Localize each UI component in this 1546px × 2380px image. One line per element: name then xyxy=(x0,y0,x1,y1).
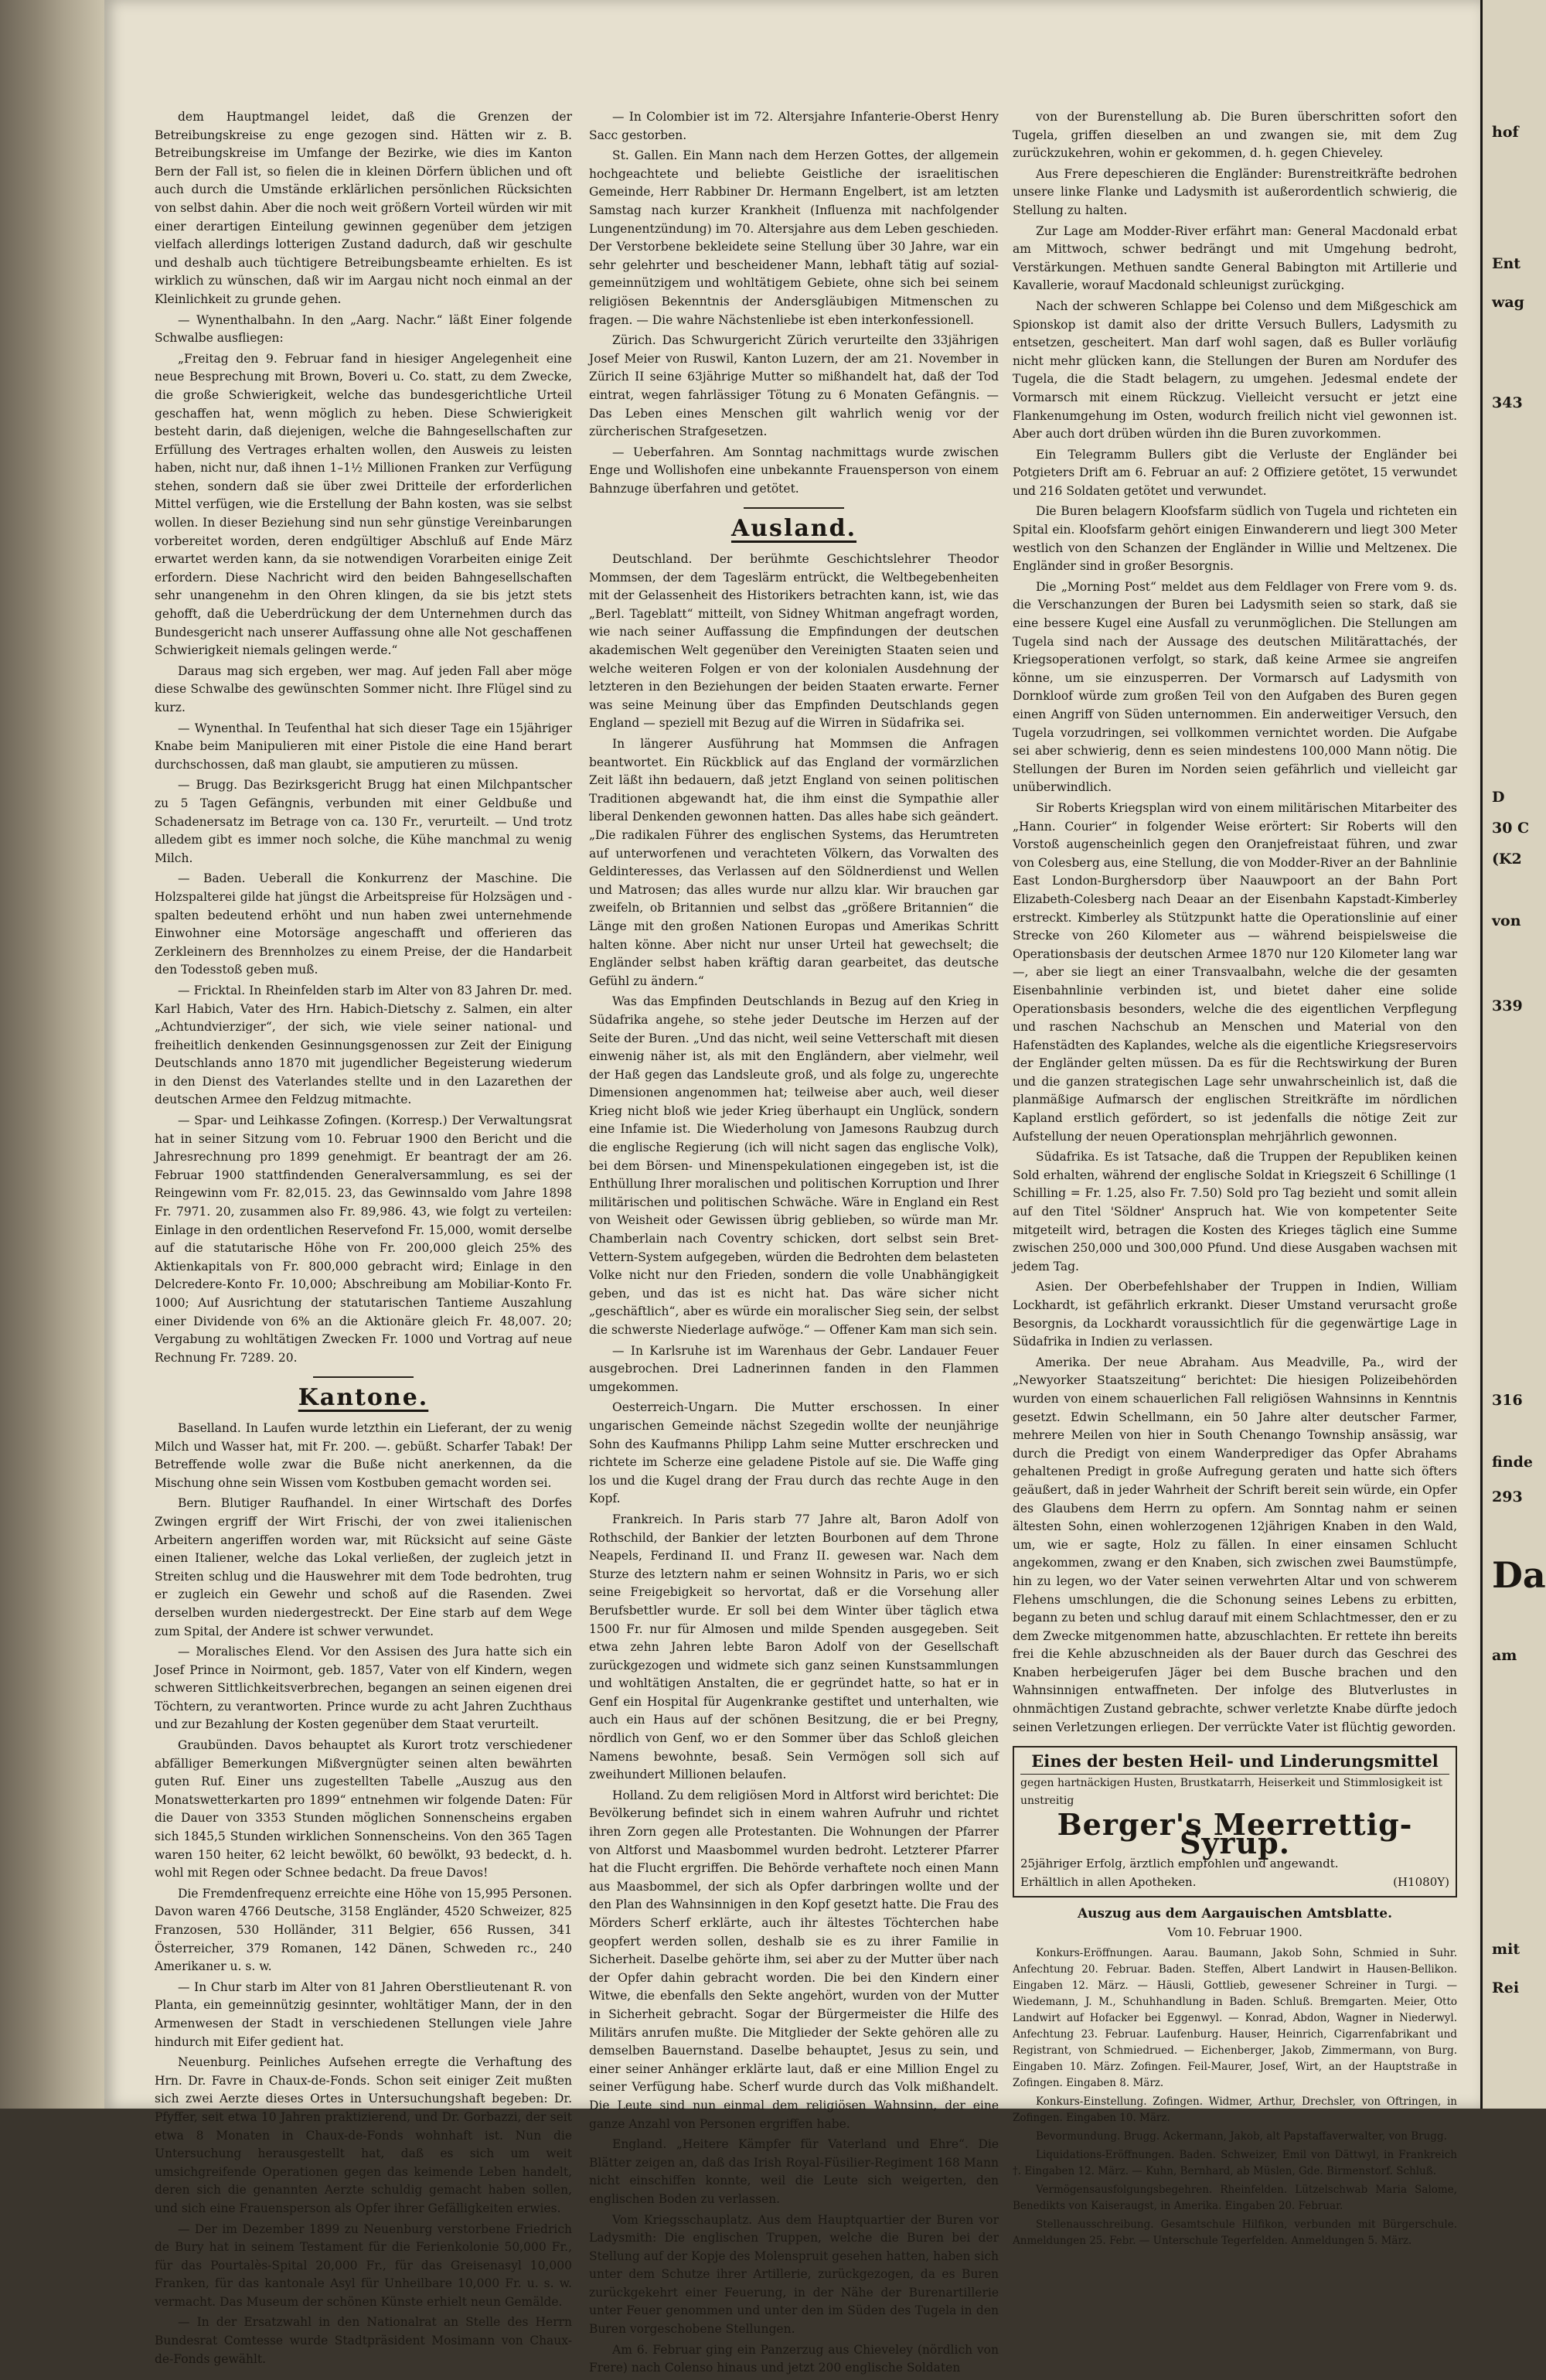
section-heading-ausland: Ausland. xyxy=(730,515,857,543)
article-paragraph: Aus Frere depeschieren die Engländer: Burenstreitkräfte bedrohen unsere linke Flanke und Ladysmith ist außerordentlich schwierig, die Stellung zu halten. xyxy=(1013,166,1457,217)
adjacent-page-fragment: D xyxy=(1492,789,1505,806)
article-paragraph: Nach der schweren Schlappe bei Colenso und dem Mißgeschick am Spionskop ist damit also der dritte Versuch Bullers, Ladysmith zu entsetzen, gescheitert. Man darf wohl sagen, daß es Buller vorläufig nicht mehr glücken kann, die Stellungen der Buren am Nordufer des Tugela, die die Stadt belagern, zu umgehen. Jedesmal endete der Vormarsch mit einem Rückzug. Vielleicht versucht er jetzt eine Flankenumgehung im Osten, wodurch freilich nicht viel gewonnen ist. Aber auch dort drüben würden ihn die Buren zuvorkommen. xyxy=(1013,298,1457,442)
section-heading-kantone: Kantone. xyxy=(298,1384,429,1412)
article-paragraph: — Spar- und Leihkasse Zofingen. (Korresp.) Der Verwaltungsrat hat in seiner Sitzung vom 10. Februar 1900 den Bericht und die Jahresrechnung pro 1899 genehmigt. Er beantragt der am 26. Februar 1900 stattfindenden Generalversammlung, es sei der Reingewinn vom Fr. 82,015. 23, das Gewinnsaldo vom Jahre 1898 Fr. 7971. 20, zusammen also Fr. 89,986. 43, wie folgt zu verteilen: Einlage in den ordentlichen Reservefond Fr. 15,000, womit derselbe auf die statutarische Höhe von Fr. 200,000 gleich 25% des Aktienkapitals von Fr. 800,000 gebracht wird; Einlage in den Delcredere-Konto Fr. 10,000; Abschreibung am Mobiliar-Konto Fr. 1000; Auf Ausrichtung der statutarischen Tantieme Auszahlung einer Dividende von 6% an die Aktionäre gleich Fr. 48,007. 20; Vergabung zu wohltätigen Zwecken Fr. 1000 und Vortrag auf neue Rechnung Fr. 7289. 20. xyxy=(155,1113,572,1365)
article-paragraph: Frankreich. In Paris starb 77 Jahre alt, Baron Adolf von Rothschild, der Bankier der letzten Bourbonen auf dem Throne Neapels, Ferdinand II. und Franz II. gewesen war. Nach dem Sturze des letztern nahm er seinen Wohnsitz in Paris, wo er sich seine Freigebigkeit so hervortat, daß er die Vorsehung aller Berufsbettler wurde. Er soll bei dem Winter über täglich etwa 1500 Fr. nur für Almosen und milde Spenden ausgegeben. Seit etwa zehn Jahren lebte Baron Adolf von der Gesellschaft zurückgezogen und widmete sich ganz seinen Kunstsammlungen und wohltätigen Anstalten, die er gegründet hatte, so hat er in Genf ein Hospital für Augenkranke gestiftet und unterhalten, wie auch ein Haus auf der schönen Besitzung, die er bei Pregny, nördlich von Genf, wo er den Sommer über das Schloß gleichen Namens bewohnte, besaß. Sein Vermögen soll sich auf zweihundert Millionen belaufen. xyxy=(589,1512,999,1782)
article-paragraph: Die Fremdenfrequenz erreichte eine Höhe von 15,995 Personen. Davon waren 4766 Deutsche, 3158 Engländer, 4520 Schweizer, 825 Franzosen, 530 Holländer, 311 Belgier, 656 Russen, 341 Österreicher, 379 Romanen, 142 Dänen, Schweden rc., 240 Amerikaner u. s. w. xyxy=(155,1886,572,1974)
column-left xyxy=(155,108,572,2371)
article-paragraph: Daraus mag sich ergeben, wer mag. Auf jeden Fall aber möge diese Schwalbe des gewünschten Sommer nicht. Ihre Flügel sind zu kurz. xyxy=(155,663,572,714)
article-paragraph: „Freitag den 9. Februar fand in hiesiger Angelegenheit eine neue Besprechung mit Brown, Boveri u. Co. statt, zu dem Zwecke, die große Schwierigkeit, welche das bundesgerichtliche Urteil geschaffen hat, wenn möglich zu heben. Diese Schwierigkeit besteht darin, daß diejenigen, welche die Bahngesellschaften zur Erfüllung des Vertrages erhalten wollen, den Ausweis zu leisten haben, nicht nur, daß ihnen 1–1½ Millionen Franken zur Verfügung stehen, sondern daß sie über zwei Dritteile der erforderlichen Mittel verfügen, wie die Erstellung der Bahn kosten, was sie selbst wollen. In dieser Beziehung sind nun sehr günstige Vereinbarungen vorbereitet worden, deren endgültiger Abschluß auf Ende März erwartet werden kann, da sie notwendigen Vorarbeiten einige Zeit erfordern. Diese Nachricht wird den beiden Bahngesellschaften sehr unangenehm in den Ohren klingen, da sie bis jetzt stets gehofft, daß die Ueberdrückung der dem Unternehmen durch das Bundesgericht nach unserer Auffassung ohne alle Not geschaffenen Schwierigkeit niemals gelingen werde.“ xyxy=(155,351,572,658)
book-page-edges xyxy=(0,0,104,2109)
adjacent-page-fragment: Ent xyxy=(1492,255,1521,272)
article-paragraph: Ein Telegramm Bullers gibt die Verluste der Engländer bei Potgieters Drift am 6. Februar an auf: 2 Offiziere getötet, 15 verwundet und 216 Soldaten getötet und verwundet. xyxy=(1013,447,1457,498)
ad-availability-text: Erhältlich in allen Apotheken. xyxy=(1020,1874,1197,1889)
article-paragraph: Oesterreich-Ungarn. Die Mutter erschossen. In einer ungarischen Gemeinde nächst Szegedin wollte der neunjährige Sohn des Kaufmanns Philipp Lahm seine Mutter erschrecken und richtete im Scherze eine geladene Pistole auf sie. Die Waffe ging los und die Kugel drang der Frau durch das rechte Auge in den Kopf. xyxy=(589,1400,999,1506)
article-paragraph: — In Karlsruhe ist im Warenhaus der Gebr. Landauer Feuer ausgebrochen. Drei Ladnerinnen fanden in den Flammen umgekommen. xyxy=(589,1343,999,1394)
ad-headline: Eines der besten Heil- und Linderungsmittel xyxy=(1020,1752,1449,1775)
article-paragraph: Zürich. Das Schwurgericht Zürich verurteilte den 33jährigen Josef Meier von Ruswil, Kanton Luzern, der am 21. November in Zürich II seine 63jährige Mutter so mißhandelt hat, daß der Tod eintrat, wegen fahrlässiger Tötung zu 6 Monaten Gefängnis. — Das Leben eines Menschen gilt wahrlich wenig vor der zürcherischen Strafgesetzen. xyxy=(589,333,999,439)
advertisement-box xyxy=(1013,1746,1457,1898)
article-paragraph: dem Hauptmangel leidet, daß die Grenzen der Betreibungskreise zu enge gezogen sind. Hätten wir z. B. Betreibungskreise im Umfange der Bezirke, wie dies im Kanton Bern der Fall ist, so fielen die in kleinen Dörfern üblichen und oft auch durch die Umstände erklärlichen persönlichen Rücksichten von selbst dahin. Aber die noch weit größern Vorteil würden wir mit einer derartigen Einteilung gewinnen gegenüber dem jetzigen vielfach allerdings lotterigen Zustand dadurch, daß wir geschulte und deshalb auch tüchtigere Betreibungsbeamte erhielten. Es ist wirklich zu wünschen, daß wir im Aargau nicht noch einmal an der Kleinlichkeit zu grunde gehen. xyxy=(155,110,572,306)
article-paragraph: — In Chur starb im Alter von 81 Jahren Oberstlieutenant R. von Planta, ein gemeinnützig gesinnter, wohltätiger Mann, der in den Armenwesen der Stadt in verschiedenen Stellungen viele Jahre hindurch mit Eifer gedient hat. xyxy=(155,1979,572,2049)
article-paragraph: Graubünden. Davos behauptet als Kurort trotz verschiedener abfälliger Bemerkungen Mißvergnügter seinen alten bewährten guten Ruf. Einer uns zugestellten Tabelle „Auszug aus den Monatswetterkarten pro 1899“ entnehmen wir folgende Daten: Für die Dauer von 3353 Stunden möglichen Sonnenscheins ergaben sich 1845,5 Stunden wirklichen Sonnenscheins. Von den 365 Tagen waren 150 heiter, 62 leicht bewölkt, 60 bewölkt, 93 bedeckt, d. h. wohl mit Regen oder Schnee bedacht. Da freue Davos! xyxy=(155,1738,572,1880)
gazette-paragraph: Konkurs-Eröffnungen. Aarau. Baumann, Jakob Sohn, Schmied in Suhr. Anfechtung 20. Februar. Baden. Steffen, Albert Landwirt in Hausen-Bellikon. Eingaben 12. März. — Häusli, Gottlieb, gewesener Schreiner in Turgi. — Wiedemann, J. M., Schuhhandlung in Baden. Schluß. Bremgarten. Meier, Otto Landwirt auf Hofacker bei Eggenwyl. — Konrad, Abdon, Wagner in Niederwyl. Anfechtung 23. Februar. Laufenburg. Hauser, Heinrich, Cigarrenfabrikant und Registrant, von Schmiedrued. — Eichenberger, Jakob, Zimmermann, von Burg. Eingaben 10. März. Zofingen. Feil-Maurer, Josef, Wirt, an der Hauptstraße in Zofingen. Eingaben 8. März. xyxy=(1013,1946,1457,2089)
article-paragraph: Südafrika. Es ist Tatsache, daß die Truppen der Republiken keinen Sold erhalten, während der englische Soldat in Kriegszeit 6 Schillinge (1 Schilling = Fr. 1.25, also Fr. 7.50) Sold pro Tag bezieht und somit allein auf den Titel 'Söldner' Anspruch hat. Wie von kompetenter Seite mitgeteilt wird, betragen die Kosten des Krieges täglich eine Summe zwischen 250,000 und 300,000 Pfund. Und diese Ausgaben wachsen mit jedem Tag. xyxy=(1013,1150,1457,1274)
section-divider xyxy=(744,507,844,509)
article-paragraph: Holland. Zu dem religiösen Mord in Altforst wird berichtet: Die Bevölkerung befindet sich in einem wahren Aufruhr und richtet ihren Zorn gegen alle Protestanten. Die Wohnungen der Pfarrer von Altforst und Maasbommel wurden bedroht. Letzterer Pfarrer hat die Flucht ergriffen. Die Behörde verhaftete noch einen Mann aus Maasbommel, der sich als Opfer darbringen wollte und der den Plan des Wahnsinnigen in den Kopf gesetzt hatte. Die Frau des Mörders Scherf erklärte, auch ihr ältestes Töchterchen habe geopfert werden sollen, deshalb sie es zu ihrer Familie in Sicherheit. Daselbe gehörte ihm, sei aber zu der Mutter über nach der Opfer dahin gebracht worden. Die bei den Kindern einer Witwe, die ebenfalls den Sekte angehört, wurden von der Mutter in Sicherheit gebracht. Sogar der Bürgermeister die Hilfe des Militärs anrufen mußte. Die Mitglieder der Sekte gehören alle zu demselben Bauernstand. Daselbe behauptet, Jesus zu sein, und einer seiner Anhänger erklärte laut, daß er eine Million Engel zu seiner Verfügung habe. Scherf wurde durch das Volk mißhandelt. Die Leute sind nun einmal dem religiösen Wahnsinn, der eine ganze Anzahl von Personen ergriffen habe. xyxy=(589,1788,999,2131)
article-paragraph: — In der Ersatzwahl in den Nationalrat an Stelle des Herrn Bundesrat Comtesse wurde Stadtpräsident Mosimann von Chaux-de-Fonds gewählt. xyxy=(155,2315,572,2366)
ad-subline: gegen hartnäckigen Husten, Brustkatarrh, Heiserkeit und Stimmlosigkeit ist unstreitig xyxy=(1020,1776,1442,1808)
article-paragraph: In längerer Ausführung hat Mommsen die Anfragen beantwortet. Ein Rückblick auf das England der vormärzlichen Zeit läßt ihn bedauern, daß jetzt England von seinen politischen Traditionen abgewandt hat, die ihm einst die Sympathie aller liberal Denkenden gewonnen hatten. Das alles habe sich geändert. „Die radikalen Führer des englischen Systems, das Herumtreten auf unterworfenen und verachteten Völkern, das Vorwalten des Geldinteresses, das Verlassen auf den Söldnerdienst und Wellen und Matrosen; das alles wurde nur allzu klar. Wir brauchen gar zweifeln, ob Britannien und selbst das „größere Britannien“ die Länge mit den großen Nationen Europas und Amerikas Schritt halten könne. Aber nicht nur unser Urteil hat gewechselt; die Engländer selbst haben kräftig daran gearbeitet, das deutsche Gefühl zu ändern.“ xyxy=(589,737,999,988)
gazette-paragraph: Liquidations-Eröffnungen. Baden. Schweizer, Emil von Dättwyl, in Frankreich †. Eingaben 12. März. — Kuhn, Bernhard, ab Müslen, Gde. Birmenstorf. Schluß. xyxy=(1013,2148,1457,2177)
gazette-date: Vom 10. Februar 1900. xyxy=(1167,1925,1303,1939)
article-paragraph: — Moralisches Elend. Vor den Assisen des Jura hatte sich ein Josef Prince in Noirmont, geb. 1857, Vater von elf Kindern, wegen schweren Sittlichkeitsverbrechen, begangen an seinen eigenen drei Töchtern, zu verantworten. Prince wurde zu acht Jahren Zuchthaus und zur Bezahlung der Kosten gegenüber dem Staat verurteilt. xyxy=(155,1645,572,1732)
column-right xyxy=(1013,108,1457,2252)
article-paragraph: — In Colombier ist im 72. Altersjahre Infanterie-Oberst Henry Sacc gestorben. xyxy=(589,110,999,142)
article-paragraph: Asien. Der Oberbefehlshaber der Truppen in Indien, William Lockhardt, ist gefährlich erkrankt. Dieser Umstand verursacht große Besorgnis, da Lockhardt voraussichtlich für die gegenwärtige Lage in Südafrika in Indien zu verlassen. xyxy=(1013,1280,1457,1349)
ad-claim: 25jähriger Erfolg, ärztlich empfohlen und angewandt. xyxy=(1020,1857,1339,1871)
gazette-paragraph: Konkurs-Einstellung. Zofingen. Widmer, Arthur, Drechsler, von Oftringen, in Zofingen. Eingaben 10. März. xyxy=(1013,2095,1457,2124)
adjacent-page-fragment: (K2 xyxy=(1492,851,1522,868)
adjacent-page-fragment: 316 xyxy=(1492,1392,1523,1409)
article-paragraph: Bern. Blutiger Raufhandel. In einer Wirtschaft des Dorfes Zwingen ergriff der Wirt Frischi, der von zwei italienischen Arbeitern angeriffen worden war, mit Rücksicht auf seine Gäste einen Italiener, welche das Lokal verließen, der zugleich jetzt in Streiten schlug und die Hauswehrer mit dem Tode bedrohten, trug er zugleich ein Gewehr und schoß auf die Rasenden. Zwei derselben wurden niedergestreckt. Der Eine starb auf dem Wege zum Spital, der Andere ist schwer verwundet. xyxy=(155,1496,572,1638)
ad-availability xyxy=(1020,1874,1449,1892)
article-paragraph: — Brugg. Das Bezirksgericht Brugg hat einen Milchpantscher zu 5 Tagen Gefängnis, verbunden mit einer Geldbuße und Schadenersatz im Betrage von ca. 130 Fr., verurteilt. — Und trotz alledem gibt es immer noch solche, die Kühe manchmal zu wenig Milch. xyxy=(155,778,572,865)
article-paragraph: Baselland. In Laufen wurde letzthin ein Lieferant, der zu wenig Milch und Wasser hat, mit Fr. 200. —. gebüßt. Scharfer Tabak! Der Betreffende wolle zwar die Buße nicht anerkennen, da die Mischung ohne sein Wissen vom Kostbuben gemacht worden sei. xyxy=(155,1420,572,1490)
ad-brand-name: Berger's Meerrettig-Syrup. xyxy=(1057,1807,1413,1860)
adjacent-page-fragment: Da xyxy=(1492,1554,1546,1596)
article-paragraph: — Fricktal. In Rheinfelden starb im Alter von 83 Jahren Dr. med. Karl Habich, Vater des Hrn. Habich-Dietschy z. Salmen, ein alter „Achtundvierziger“, der sich, wie viele seiner national- und freiheitlich denkenden Gesinnungsgenossen zur Zeit der Einigung Deutschlands anno 1870 mit jugendlicher Begeisterung wiederum in den Dienst des Vaterlandes stellte und in den Lazarethen der deutschen Armee den Feldzug mitmachte. xyxy=(155,983,572,1107)
section-divider xyxy=(313,1376,414,1378)
adjacent-page-fragment: hof xyxy=(1492,124,1519,141)
adjacent-page-fragment: Rei xyxy=(1492,1979,1520,1996)
adjacent-page-fragment: 293 xyxy=(1492,1488,1523,1505)
article-paragraph: — Der im Dezember 1899 zu Neuenburg verstorbene Friedrich de Bury hat in seinem Testament für die Ferienkolonie 50,000 Fr., für das Pourtalès-Spital 20,000 Fr., für das Greisenasyl 10,000 Franken, für das kantonale Asyl für Unheilbare 10,000 Fr. u. s. w. vermacht. Das Museum der schönen Künste erhielt neun Gemälde. xyxy=(155,2221,572,2309)
article-paragraph: Zur Lage am Modder-River erfährt man: General Macdonald erbat am Mittwoch, schwer bedrängt und mit Umgehung bedroht, Verstärkungen. Methuen sandte General Babington mit Artillerie und Kavallerie, worauf Macdonald schleunigst zurückging. xyxy=(1013,223,1457,293)
article-paragraph: — Wynenthal. In Teufenthal hat sich dieser Tage ein 15jähriger Knabe beim Manipulieren mit einer Pistole die eine Hand berart durchschossen, daß man glaubt, sie amputieren zu müssen. xyxy=(155,721,572,772)
article-paragraph: Neuenburg. Peinliches Aufsehen erregte die Verhaftung des Hrn. Dr. Favre in Chaux-de-Fonds. Schon seit einiger Zeit mußten sich zwei Aerzte dieses Ortes in Untersuchungshaft begeben: Dr. Pfyffer, seit etwa 10 Jahren praktizierend, und Dr. Gorbazzi, der seit etwa 8 Monaten in Chaux-de-Fonds wohnhaft ist. Nun die Untersuchung herausgestellt hat, daß es sich um weit umsichgreifende Operationen gegen das keimende Leben handelt, deren sich die genannten Aerzte schuldig gemacht haben sollen, und sich eine Frauensperson als Opfer ihrer Gefälligkeiten erwies. xyxy=(155,2055,572,2215)
adjacent-page-fragment: mit xyxy=(1492,1941,1520,1958)
article-paragraph: — Ueberfahren. Am Sonntag nachmittags wurde zwischen Enge und Wollishofen eine unbekannte Frauensperson von einem Bahnzuge überfahren und getötet. xyxy=(589,445,999,496)
adjacent-page-fragment: wag xyxy=(1492,294,1524,311)
adjacent-page-fragment: von xyxy=(1492,912,1521,929)
column-middle xyxy=(589,108,999,2380)
gazette-paragraph: Stellenausschreibung. Gesamtschule Hilfikon, verbunden mit Bürgerschule. Anmeldungen 25. Febr. — Unterschule Tegerfelden. Anmeldungen 5. März. xyxy=(1013,2218,1457,2247)
article-paragraph: — Wynenthalbahn. In den „Aarg. Nachr.“ läßt Einer folgende Schwalbe ausfliegen: xyxy=(155,312,572,346)
article-paragraph: Die Buren belagern Kloofsfarm südlich von Tugela und richteten ein Spital ein. Kloofsfarm gehört einigen Einwanderern und liegt 300 Meter westlich von den Schanzen der Engländer in Willie und Meltzenex. Die Engländer sind in großer Besorgnis. xyxy=(1013,504,1457,574)
article-paragraph: Am 6. Februar ging ein Panzerzug aus Chieveley (nördlich von Frere) nach Colenso hinaus und jetzt 200 englische Soldaten xyxy=(589,2342,999,2375)
ad-code: (H1080Y) xyxy=(1393,1874,1449,1889)
adjacent-page-fragment: 339 xyxy=(1492,997,1523,1014)
adjacent-page-fragment: 343 xyxy=(1492,394,1523,411)
adjacent-page-strip xyxy=(1480,0,1546,2109)
article-paragraph: Was das Empfinden Deutschlands in Bezug auf den Krieg in Südafrika angehe, so stehe jeder Deutsche im Herzen auf der Seite der Buren. „Und das nicht, weil seine Vetterschaft mit diesen einwenig näher ist, als mit den Engländern, aber vielmehr, weil der Haß gegen das Landsleute groß, und als folge zu, ungerechte Dimensionen angenommen hat; teilweise aber auch, weil dieser Krieg nicht bloß wie jeder Krieg überhaupt ein Unglück, sondern eine Infamie ist. Die Wiederholung von Jamesons Raubzug durch die englische Regierung (ich will nicht sagen das englische Volk), bei dem Börsen- und Minenspekulationen eingegeben ist, ist die Enthüllung Ihrer moralischen und politischen Korruption und Ihrer militärischen und politischen Schwäche. Wäre in England ein Rest von Weisheit oder Gewissen übrig geblieben, so würde man Mr. Chamberlain nach Coventry schicken, dort selbst sein Bret-Vettern-System aufgegeben, würden die Bedrohten dem belasteten Volke nicht nur den Frieden, sondern die volle Unabhängigkeit geben, und das ist es nicht hat. Das wäre sicher nicht „geschäftlich“, aber es würde ein moralischer Sieg sein, der selbst die schwerste Niederlage aufwöge.“ — Offener Kam man sich sein. xyxy=(589,994,999,1337)
article-paragraph: England. „Heitere Kämpfer für Vaterland und Ehre“. Die Blätter zeigen an, daß das Irish Royal-Füsilier-Regiment 168 Mann nicht einschiffen konnte, weil die Leute sich weigerten, den englischen Boden zu verlassen. xyxy=(589,2137,999,2206)
article-paragraph: Die „Morning Post“ meldet aus dem Feldlager von Frere vom 9. ds. die Verschanzungen der Buren bei Ladysmith seien so stark, daß sie eine bessere Kugel eine Ausfall zu verunmöglichen. Die Stellungen am Tugela sind nach der Aussage des deutschen Militärattachés, der Kriegsoperationen verfolgt, so stark, daß keine Armee sie angreifen könne, um sie einzusperren. Der Vormarsch auf Ladysmith von Dornkloof würde zum großen Teil von den Aufgaben des Buren gegen einen Angriff von Süden unternommen. Ein anderweitiger Versuch, den Tugela vorzudringen, sei vollkommen vernichtet worden. Die Aufgabe sei aber schwierig, denn es seien mindestens 100,000 Mann nötig. Die Stellungen der Buren im Norden seien gefährlich und vielleicht gar unüberwindlich. xyxy=(1013,579,1457,795)
official-gazette-extract xyxy=(1013,1905,1457,2249)
article-paragraph: — Baden. Ueberall die Konkurrenz der Maschine. Die Holzspalterei gilde hat jüngst die Arbeitspreise für Holzsägen und -spalten bedeutend erhöht und nun haben zwei unternehmende Einwohner eine Motorsäge angeschafft und offerieren das Zerkleinern des Brennholzes zu einem Preise, der die Handarbeit den Todesstoß geben muß. xyxy=(155,871,572,977)
adjacent-page-fragment: am xyxy=(1492,1647,1517,1664)
gazette-title: Auszug aus dem Aargauischen Amtsblatte. xyxy=(1077,1906,1393,1922)
adjacent-page-fragment: 30 C xyxy=(1492,820,1530,837)
gazette-paragraph: Bevormundung. Brugg. Ackermann, Jakob, alt Papstaffaverwalter, von Brugg. xyxy=(1036,2129,1447,2143)
article-paragraph: von der Burenstellung ab. Die Buren überschritten sofort den Tugela, griffen dieselben an und zwangen sie, mit dem Zug zurückzukehren, wohin er gekommen, d. h. gegen Chieveley. xyxy=(1013,110,1457,161)
article-paragraph: Amerika. Der neue Abraham. Aus Meadville, Pa., wird der „Newyorker Staatszeitung“ berichtet: Die hiesigen Polizeibehörden wurden von einem schauerlichen Fall religiösen Wahnsinns in Kenntnis gesetzt. Edwin Schellmann, ein 50 Jahre alter deutscher Farmer, mehrere Meilen von hier in South Chenango Township ansässig, war durch die Predigt von einem Wanderprediger das Opfer Abrahams gehaltenen Predigt in große Aufregung geraten und hatte sich öfters geäußert, daß in jeder Wahrheit der Schrift bereit sein würde, ein Opfer des Glaubens dem Herrn zu opfern. Am Sonntag nahm er seinen ältesten Sohn, einen wohlerzogenen 12jährigen Knaben in den Wald, um, wie er sagte, Holz zu fällen. In einer einsamen Schlucht angekommen, zwang er den Knaben, sich zwischen zwei Baumstümpfe, hin zu legen, wo der Vater seinen verwehrten Altar und von schwerem Flehens umschlungen, die die Schonung seines Lebens zu erbitten, begann zu beten und schlug darauf mit einem Schlachtmesser, den er zu dem Zwecke mitgenommen hatte, abzuschlachten. Er rettete ihn bereits frei die Kehle abzuschneiden als der Bauer durch das Geschrei des Knaben herbeigerufen Jäger bei dem Busche brachen und den Wahnsinnigen entwaffneten. Der infolge des Blutverlustes in ohnmächtigen Zustand gebrachte, schwer verletzte Knabe dürfte jedoch seinen Verletzungen erliegen. Der verrückte Vater ist flüchtig geworden. xyxy=(1013,1355,1457,1734)
article-paragraph: Sir Roberts Kriegsplan wird von einem militärischen Mitarbeiter des „Hann. Courier“ in folgender Weise erörtert: Sir Roberts will den Vorstoß augenscheinlich gegen den Oranjefreistaat führen, und zwar von Colesberg aus, eine Stellung, die von Modder-River an der Bahnlinie East London-Burghersdorp über Naauwpoort an der Bahn Port Elizabeth-Colesberg nach Deaar an der Eisenbahn Kapstadt-Kimberley erstreckt. Kimberley als Stützpunkt hatte die Operationslinie auf einer Strecke von 260 Kilometer aus — während beispielsweise die Operationsbasis der deutschen Armee 1870 nur 120 Kilometer lang war —, aber sie liegt an einer Transvaalbahn, welche die der gesamten Eisenbahnlinie verbinden ist, und bietet daher eine solide Operationsbasis besonders, welche die des eigentlichen Verpflegung und raschen Nachschub an Menschen und Material von den Hafenstädten des Kaplandes, welche als die eigentliche Kriegsreservoirs der Engländer gelten müssen. Da es für die Rechtswirkung der Buren und die ganzen strategischen Lage sehr unwahrscheinlich ist, daß die planmäßige Aufmarsch der englischen Streitkräfte im nördlichen Kapland erstlich gefördert, so ist jedenfalls die nötige Zeit zur Aufstellung der neuen Operationsplan mehrjährlich gewonnen. xyxy=(1013,800,1457,1144)
article-paragraph: Vom Kriegsschauplatz. Aus dem Hauptquartier der Buren vor Ladysmith: Die englischen Truppen, welche die Buren bei der Stellung auf der Kopje des Molenspruit gesehen hatten, haben sich unter dem Schutze ihrer Artillerie, zurückgezogen, da es Buren zurückgekehrt einer Feuerung, in der Nähe der Burenartillerie unter Feuer genommen und unter den im Süden des Tugela in den Buren vorgeschobene Stellungen. xyxy=(589,2212,999,2337)
article-paragraph: St. Gallen. Ein Mann nach dem Herzen Gottes, der allgemein hochgeachtete und beliebte Geistliche der israelitischen Gemeinde, Herr Rabbiner Dr. Hermann Engelbert, ist am letzten Samstag nach kurzer Krankheit (Influenza mit nachfolgender Lungenentzündung) im 70. Altersjahre aus dem Leben geschieden. Der Verstorbene bekleidete seine Stellung über 30 Jahre, war ein sehr gelehrter und bescheidener Mann, lebhaft tätig auf sozial-gemeinnützigem und wohltätigem Gebiete, ohne sich bei seinem religiösen Bekenntnis der Andersgläubigen Mitmenschen zu fragen. — Die wahre Nächstenliebe ist eben interkonfessionell. xyxy=(589,148,999,327)
adjacent-page-fragment: finde xyxy=(1492,1454,1534,1471)
gazette-paragraph: Vermögensausfolgungsbegehren. Rheinfelden. Lützelschwab Maria Salome, Benedikts von Kaiseraugst, in Amerika. Eingaben 20. Februar. xyxy=(1013,2183,1457,2212)
article-paragraph: Deutschland. Der berühmte Geschichtslehrer Theodor Mommsen, der dem Tageslärm entrückt, die Weltbegebenheiten mit der Gelassenheit des Historikers betrachten kann, ist, wie das „Berl. Tageblatt“ mitteilt, von Sidney Whitman angefragt worden, wie nach seiner Auffassung die Empfindungen der deutschen akademischen Welt gegenüber den Vereinigten Staaten seien und welche weiteren Folgen er von der kolonialen Ausdehnung der letzteren in den Beziehungen der beiden Staaten erwarte. Ferner was seine Meinung über das Empfinden Deutschlands gegen England — speziell mit Bezug auf die Wirren in Südafrika sei. xyxy=(589,552,999,731)
